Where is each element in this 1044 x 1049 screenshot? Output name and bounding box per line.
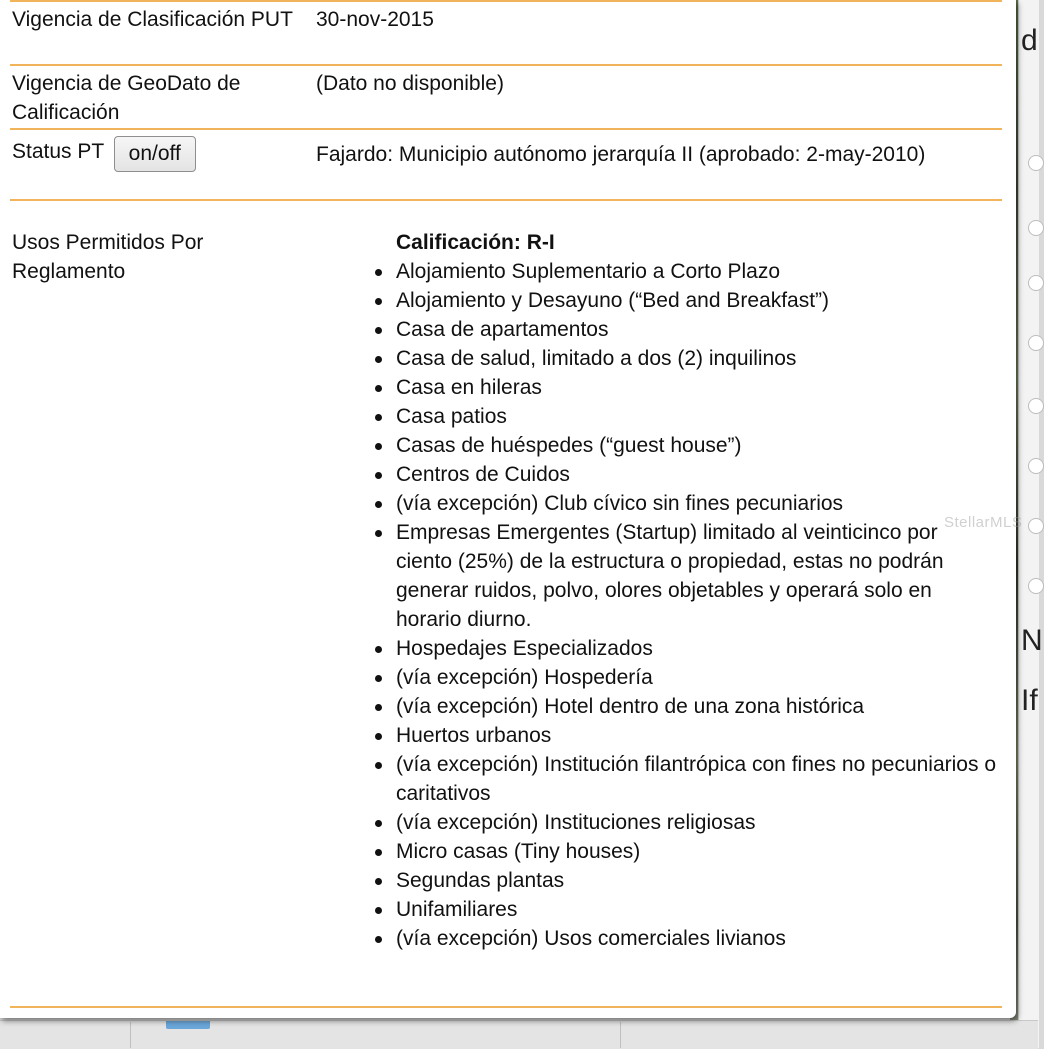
list-item: Alojamiento y Desayuno (“Bed and Breakfast”) xyxy=(396,286,996,315)
list-item: Huertos urbanos xyxy=(396,721,996,750)
background-divider xyxy=(130,1022,131,1048)
background-bottom-bar xyxy=(0,1020,1038,1049)
background-divider xyxy=(620,1022,621,1048)
list-item: Empresas Emergentes (Startup) limitado al veinticinco por ciento (25%) de la estructura o propiedad, estas no podrán generar ruidos, polvo, olores objetables y operará solo en horario diurno. xyxy=(396,518,996,634)
value-vigencia-geodato: (Dato no disponible) xyxy=(316,72,504,95)
list-item: (vía excepción) Institución filantrópica con fines no pecuniarios o caritativos xyxy=(396,750,996,808)
permitted-uses-list xyxy=(396,257,996,953)
background-radio-icon xyxy=(1028,275,1044,291)
background-glyph: If xyxy=(1021,684,1038,717)
list-item: Casa de salud, limitado a dos (2) inquilinos xyxy=(396,344,996,373)
row-divider xyxy=(10,1006,1002,1008)
label-vigencia-geodato: Vigencia de GeoDato de Calificación xyxy=(12,72,241,124)
row-divider xyxy=(10,199,1002,201)
list-item: Alojamiento Suplementario a Corto Plazo xyxy=(396,257,996,286)
list-item: (vía excepción) Usos comerciales livianos xyxy=(396,924,996,953)
row-divider xyxy=(10,128,1002,130)
background-glyph: N xyxy=(1021,624,1043,657)
list-item: Casas de huéspedes (“guest house”) xyxy=(396,431,996,460)
background-radio-icon xyxy=(1028,578,1044,594)
list-item: Casa en hileras xyxy=(396,373,996,402)
value-status-pt: Fajardo: Municipio autónomo jerarquía II (aprobado: 2-may-2010) xyxy=(316,143,926,166)
label-vigencia-put: Vigencia de Clasificación PUT xyxy=(12,8,293,31)
background-radio-icon xyxy=(1028,220,1044,236)
list-item: Segundas plantas xyxy=(396,866,996,895)
list-item: Micro casas (Tiny houses) xyxy=(396,837,996,866)
background-radio-icon xyxy=(1028,518,1044,534)
list-item: (vía excepción) Hospedería xyxy=(396,663,996,692)
label-usos-permitidos: Usos Permitidos Por Reglamento xyxy=(12,231,204,283)
row-divider xyxy=(10,64,1002,66)
label-status-pt: Status PT xyxy=(12,140,104,163)
status-toggle-button[interactable]: on/off xyxy=(114,136,196,172)
background-radio-icon xyxy=(1028,458,1044,474)
value-vigencia-put: 30-nov-2015 xyxy=(316,8,434,31)
label-status-pt-row xyxy=(12,137,312,172)
row-divider xyxy=(10,0,1002,2)
background-tab-indicator xyxy=(166,1021,210,1029)
background-radio-icon xyxy=(1028,155,1044,171)
list-item: Unifamiliares xyxy=(396,895,996,924)
list-item: (vía excepción) Hotel dentro de una zona histórica xyxy=(396,692,996,721)
list-item: Casa de apartamentos xyxy=(396,315,996,344)
list-item: Centros de Cuidos xyxy=(396,460,996,489)
list-item: Casa patios xyxy=(396,402,996,431)
list-item: (vía excepción) Instituciones religiosas xyxy=(396,808,996,837)
background-glyph: d xyxy=(1021,24,1038,57)
background-radio-icon xyxy=(1028,335,1044,351)
watermark: StellarMLS xyxy=(944,514,1023,531)
list-item: (vía excepción) Club cívico sin fines pecuniarios xyxy=(396,489,996,518)
background-radio-icon xyxy=(1028,398,1044,414)
list-item: Hospedajes Especializados xyxy=(396,634,996,663)
zoning-classification-title: Calificación: R-I xyxy=(396,231,555,254)
